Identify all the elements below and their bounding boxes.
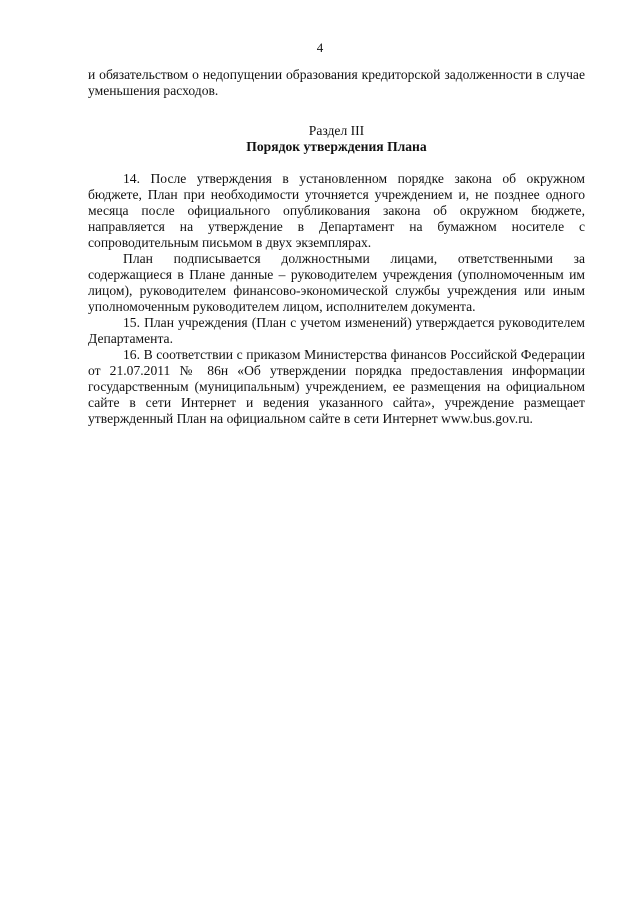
paragraph-14: 14. После утверждения в установленном порядке закона об окружном бюджете, План при необходимости уточняется учреждением и, не позднее одного месяца после официального опубликования закона об окружном бюджете, направляется на утверждение в Департамент на бумажном носителе с сопроводительным письмом в двух экземплярах. bbox=[88, 171, 585, 250]
paragraph-16: 16. В соответствии с приказом Министерства финансов Российской Федерации от 21.07.2011 № 86н «Об утверждении порядка предоставления информации государственным (муниципальным) учреждением, ее размещения на официальном сайте в сети Интернет и ведения указанного сайта», учреждение размещает утвержденный План на официальном сайте в сети Интернет www.bus.gov.ru. bbox=[88, 347, 585, 426]
section-number: Раздел III bbox=[308, 123, 365, 138]
intro-paragraph: и обязательством о недопущении образования кредиторской задолженности в случае уменьшения расходов. bbox=[88, 67, 585, 98]
document-body bbox=[88, 67, 585, 427]
paragraph-signatories: План подписывается должностными лицами, ответственными за содержащиеся в Плане данные – руководителем учреждения (уполномоченным им лицом), руководителем финансово-экономической службы учреждения или иным уполномоченным руководителем лицом, исполнителем документа. bbox=[88, 251, 585, 314]
section-title: Порядок утверждения Плана bbox=[246, 139, 427, 154]
page-number: 4 bbox=[316, 40, 324, 55]
paragraph-15: 15. План учреждения (План с учетом изменений) утверждается руководителем Департамента. bbox=[88, 315, 585, 346]
